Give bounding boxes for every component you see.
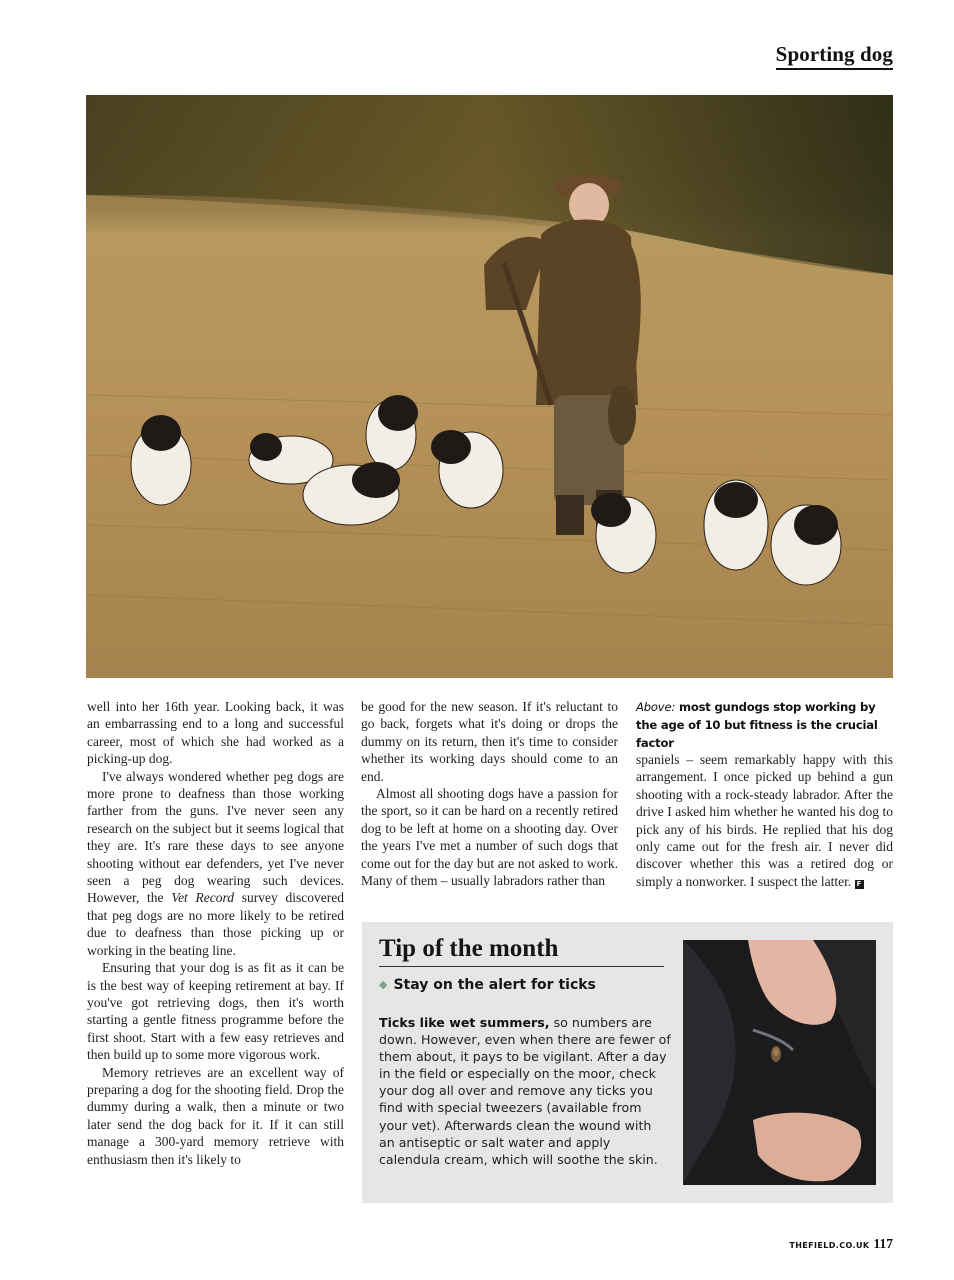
caption-label: Above:	[636, 700, 676, 714]
caption-text: most gundogs stop working by the age of 10 but fitness is the crucial factor	[636, 700, 878, 750]
paragraph: Memory retrieves are an excellent way of preparing a dog for the shooting field. Drop the dummy during a walk, then a minute or two later send the dog back for it. If it can still manage a 300-yard memory retrieve with enthusiasm then it's likely to	[87, 1064, 344, 1167]
section-title: Sporting dog	[776, 42, 893, 70]
paragraph: Ensuring that your dog is as fit as it can be is the best way of keeping retirement at bay. If you've got retrieving dogs, then it's worth starting a gentle fitness programme before the first shoot. Start with a few easy retrieves and then build up to some more vigorous work.	[87, 960, 344, 1063]
page-footer	[789, 1233, 893, 1252]
article-column-1	[87, 698, 344, 1168]
article-column-3	[636, 751, 893, 890]
paragraph: be good for the new season. If it's reluctant to go back, forgets what it's doing or drops the dummy on its return, then it's time to consider whether its working days should come to an end.	[361, 699, 618, 784]
tip-title: Tip of the month	[379, 935, 664, 967]
footer-site: THEFIELD.CO.UK	[789, 1241, 870, 1250]
photo-caption	[636, 698, 894, 752]
tip-box	[362, 922, 893, 1203]
tip-lead: Ticks like wet summers,	[379, 1015, 550, 1030]
end-mark-icon: F	[855, 880, 864, 889]
article-column-2	[361, 698, 618, 889]
tick-on-dog-icon	[683, 940, 876, 1185]
paragraph: well into her 16th year. Looking back, it was an embarrassing end to a long and successful career, most of which she had worked as a picking-up dog.	[87, 699, 344, 767]
tip-text: so numbers are down. However, even when there are fewer of them about, it pays to be vigilant. After a day in the field or especially on the moor, check your dog all over and remove any ticks you find with special tweezers (available from your vet). Afterwards clean the wound with an antiseptic or salt water and apply calendula cream, which will soothe the skin.	[379, 1015, 671, 1167]
page-number: 117	[873, 1236, 893, 1251]
tick-on-dog-photo	[683, 940, 876, 1185]
man-with-spaniels-icon	[86, 95, 893, 678]
tip-body	[379, 1014, 671, 1168]
paragraph: I've always wondered whether peg dogs are more prone to deafness than those working farther from the guns. I've never seen any research on the subject but it seems logical that they are. It's rare these days to see anyone shooting without ear defenders, yet I've never seen a peg dog wearing such devices. However, the Vet Record survey discovered that peg dogs are no more likely to be retired due to deafness than those picking up or working in the beating line.	[87, 768, 345, 958]
tip-subtitle: ◆ Stay on the alert for ticks	[379, 977, 596, 993]
paragraph: Almost all shooting dogs have a passion for the sport, so it can be hard on a recently retired dog to be left at home on a shooting day. Over the years I've met a number of such dogs that come out for the day but are not asked to work. Many of them – usually labradors rather than	[361, 786, 618, 889]
diamond-icon: ◆	[379, 978, 388, 991]
man-with-spaniels-photo	[86, 95, 893, 678]
paragraph: spaniels – seem remarkably happy with this arrangement. I once picked up behind a gun shooting with a rock-steady labrador. After the drive I asked him whether he wanted his dog to pick any of his birds. He replied that his dog only came out for the fresh air. I never did discover whether this was a retired dog or simply a nonworker. I suspect the latter. F	[636, 752, 893, 889]
